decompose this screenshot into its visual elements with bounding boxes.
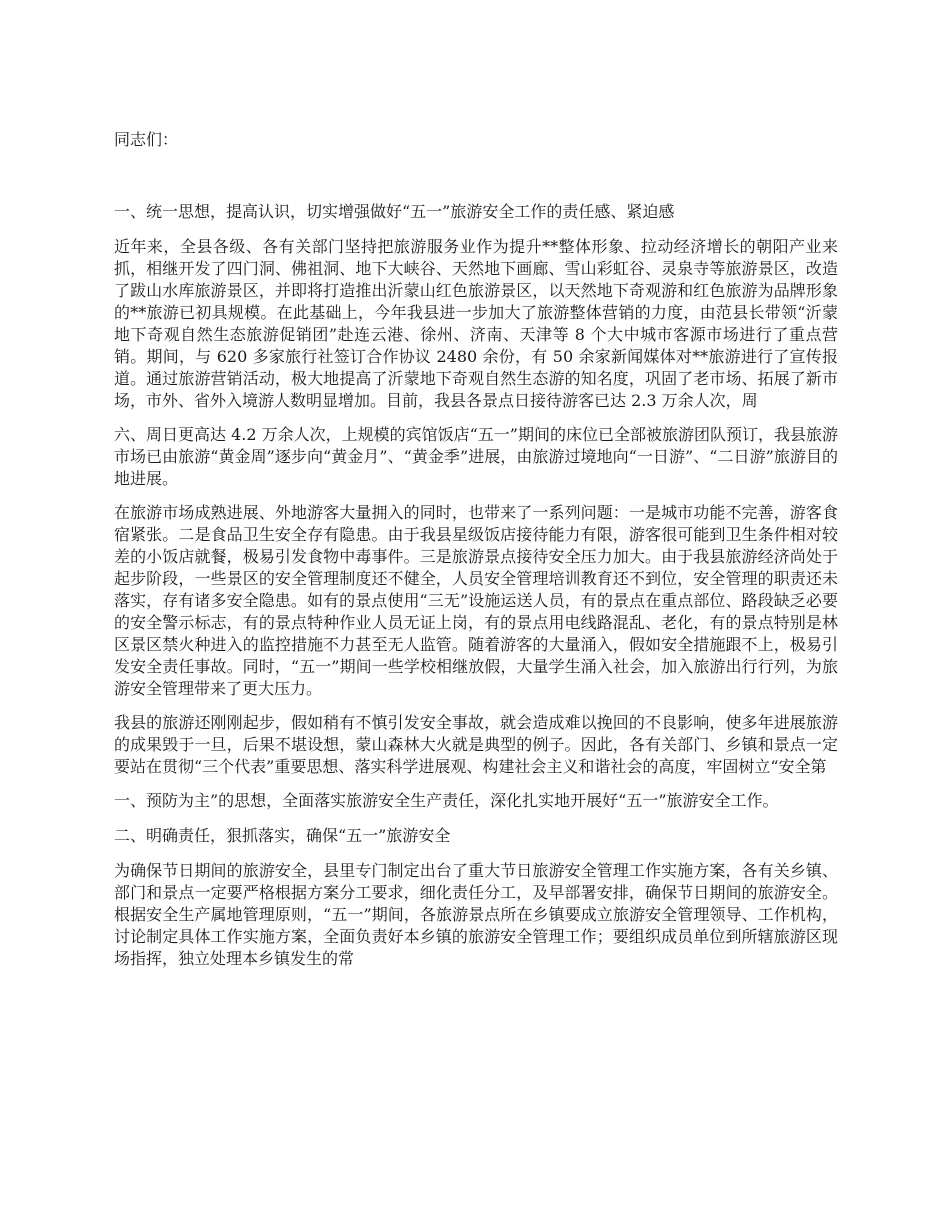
paragraph: 在旅游市场成熟进展、外地游客大量拥入的同时，也带来了一系列问题：一是城市功能不完善，游客食宿紧张。二是食品卫生安全存有隐患。由于我县星级饭店接待能力有限，游客很可能到卫生条件相对较差的小饭店就餐，极易引发食物中毒事件。三是旅游景点接待安全压力加大。由于我县旅游经济尚处于起步阶段，一些景区的安全管理制度还不健全，人员安全管理培训教育还不到位，安全管理的职责还未落实，存有诸多安全隐患。如有的景点使用“三无”设施运送人员，有的景点在重点部位、路段缺乏必要的安全警示标志，有的景点特种作业人员无证上岗，有的景点用电线路混乱、老化，有的景点特别是林区景区禁火种进入的监控措施不力甚至无人监管。随着游客的大量涌入，假如安全措施跟不上，极易引发安全责任事故。同时，“五一”期间一些学校相继放假，大量学生涌入社会，加入旅游出行行列，为旅游安全管理带来了更大压力。 xyxy=(114,503,838,698)
paragraph: 我县的旅游还刚刚起步，假如稍有不慎引发安全事故，就会造成难以挽回的不良影响，使多年进展旅游的成果毁于一旦，后果不堪设想，蒙山森林大火就是典型的例子。因此，各有关部门、乡镇和景点一定要站在贯彻“三个代表”重要思想、落实科学进展观、构建社会主义和谐社会的高度，牢固树立“安全第 xyxy=(114,713,838,776)
paragraph: 一、预防为主”的思想，全面落实旅游安全生产责任，深化扎实地开展好“五一”旅游安全工作。 xyxy=(114,791,779,810)
document-page xyxy=(114,128,838,982)
salutation: 同志们： xyxy=(114,130,179,149)
section-heading-1: 一、统一思想，提高认识，切实增强做好“五一”旅游安全工作的责任感、紧迫感 xyxy=(114,202,675,221)
section-heading-2: 二、明确责任，狠抓落实，确保“五一”旅游安全 xyxy=(114,826,451,845)
paragraph: 为确保节日期间的旅游安全，县里专门制定出台了重大节日旅游安全管理工作实施方案，各有关乡镇、部门和景点一定要严格根据方案分工要求，细化责任分工，及早部署安排，确保节日期间的旅游安全。根据安全生产属地管理原则，“五一”期间，各旅游景点所在乡镇要成立旅游安全管理领导、工作机构，讨论制定具体工作实施方案，全面负责好本乡镇的旅游安全管理工作；要组织成员单位到所辖旅游区现场指挥，独立处理本乡镇发生的常 xyxy=(114,861,838,968)
paragraph: 近年来，全县各级、各有关部门坚持把旅游服务业作为提升**整体形象、拉动经济增长的朝阳产业来抓，相继开发了四门洞、佛祖洞、地下大峡谷、天然地下画廊、雪山彩虹谷、灵泉寺等旅游景区，改造了跋山水库旅游景区，并即将打造推出沂蒙山红色旅游景区，以天然地下奇观游和红色旅游为品牌形象的**旅游已初具规模。在此基础上，今年我县进一步加大了旅游整体营销的力度，由范县长带领“沂蒙地下奇观自然生态旅游促销团”赴连云港、徐州、济南、天津等 8 个大中城市客源市场进行了重点营销。期间，与 620 多家旅行社签订合作协议 2480 余份，有 50 余家新闻媒体对**旅游进行了宣传报道。通过旅游营销活动，极大地提高了沂蒙地下奇观自然生态游的知名度，巩固了老市场、拓展了新市场，市外、省外入境游人数明显增加。目前，我县各景点日接待游客已达 2.3 万余人次，周 xyxy=(114,237,838,410)
paragraph: 六、周日更高达 4.2 万余人次，上规模的宾馆饭店“五一”期间的床位已全部被旅游团队预订，我县旅游市场已由旅游“黄金周”逐步向“黄金月”、“黄金季”进展，由旅游过境地向“一日游”、“二日游”旅游目的地进展。 xyxy=(114,425,838,488)
